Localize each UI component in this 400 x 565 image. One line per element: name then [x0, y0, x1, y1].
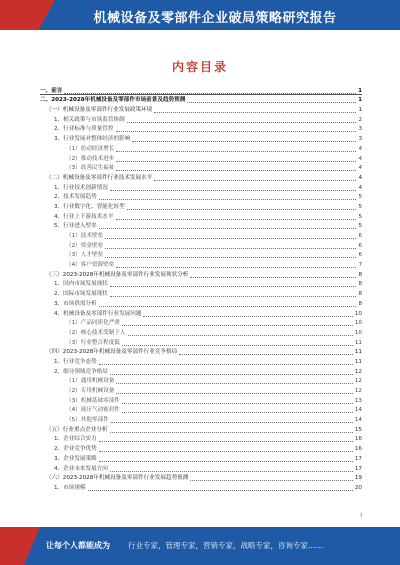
toc-entry[interactable]: [40, 115, 362, 125]
toc-entry[interactable]: [40, 202, 362, 212]
toc-entry-label: 1、行业技术创新情况: [54, 184, 108, 191]
toc-entry-label: （1）技术壁垒: [66, 233, 104, 239]
toc-leader-dots: [127, 209, 357, 210]
toc-entry[interactable]: [40, 386, 362, 396]
toc-entry[interactable]: [40, 309, 362, 319]
toc-entry[interactable]: [40, 231, 362, 241]
toc-leader-dots: [179, 354, 353, 355]
toc-entry[interactable]: [40, 377, 362, 387]
toc-leader-dots: [116, 131, 357, 132]
toc-entry[interactable]: [40, 425, 362, 435]
toc-entry[interactable]: [40, 134, 362, 144]
toc-leader-dots: [110, 432, 353, 433]
toc-entry[interactable]: [40, 319, 362, 329]
toc-entry-label: （3）改善民生福祉: [66, 165, 115, 172]
toc-leader-dots: [105, 257, 356, 258]
toc-entry-label: （2）专用机械设备: [66, 388, 115, 394]
toc-entry-page: 3: [358, 126, 362, 133]
toc-entry-page: 1: [358, 107, 362, 114]
toc-entry-page: 4: [358, 184, 362, 191]
toc-entry-page: 4: [358, 155, 362, 162]
toc-entry-label: 1、行业竞争态势: [54, 358, 97, 365]
toc-entry-page: 10: [354, 310, 362, 317]
toc-entry-label: 3、行业发展对整体经济的影响: [54, 136, 131, 143]
toc-entry-label: 1、企业综合实力: [54, 436, 97, 443]
toc-entry-page: 5: [358, 223, 362, 230]
toc-entry-page: 10: [354, 320, 362, 327]
toc-entry[interactable]: [40, 251, 362, 261]
toc-entry-page: 6: [358, 233, 362, 239]
toc-entry[interactable]: [40, 96, 362, 106]
toc-entry-label: （2）核心技术受制于人: [66, 329, 126, 336]
toc-entry[interactable]: [40, 415, 362, 425]
toc-heading: 内容目录: [171, 60, 228, 74]
toc-leader-dots: [116, 219, 357, 220]
toc-entry[interactable]: [40, 357, 362, 367]
toc-leader-dots: [99, 199, 357, 200]
toc-leader-dots: [116, 383, 353, 384]
toc-leader-dots: [116, 161, 356, 162]
toc-leader-dots: [105, 248, 356, 249]
toc-entry-page: 5: [358, 203, 362, 210]
toc-entry-label: （3）人才壁垒: [66, 252, 104, 259]
toc-entry-label: （1）产品同质化严重: [66, 320, 120, 327]
toc-entry[interactable]: [40, 86, 362, 96]
toc-entry[interactable]: [40, 270, 362, 280]
toc-entry-page: 8: [358, 300, 362, 307]
toc-entry[interactable]: [40, 474, 362, 484]
toc-entry[interactable]: [40, 105, 362, 115]
toc-entry-label: （4）液压气动密封件: [66, 407, 120, 414]
document-title: 机械设备及零部件企业破局策略研究报告: [93, 11, 337, 26]
toc-leader-dots: [154, 180, 356, 181]
toc-leader-dots: [99, 228, 357, 229]
toc-entry-label: 2、行业标准与质量管控: [54, 126, 114, 133]
toc-leader-dots: [128, 335, 353, 336]
toc-leader-dots: [99, 461, 353, 462]
toc-entry[interactable]: [40, 406, 362, 416]
toc-entry-page: 4: [358, 145, 362, 152]
toc-entry[interactable]: [40, 183, 362, 193]
toc-leader-dots: [127, 122, 357, 123]
toc-entry[interactable]: [40, 164, 362, 174]
toc-entry-page: 11: [354, 358, 362, 365]
toc-entry-page: 6: [358, 252, 362, 259]
toc-entry-page: 1: [358, 87, 362, 94]
toc-leader-dots: [88, 490, 353, 491]
toc-entry-page: 2: [358, 116, 362, 123]
toc-entry[interactable]: [40, 222, 362, 232]
toc-entry[interactable]: [40, 483, 362, 493]
toc-entry-page: 8: [358, 281, 362, 288]
table-of-contents: [40, 86, 362, 493]
toc-entry-label: 2、国际市场发展现状: [54, 291, 108, 298]
toc-leader-dots: [116, 151, 356, 152]
toc-entry-label: （二）机械设备及零部件行业技术发展水平: [46, 174, 153, 181]
toc-entry-label: 2、企业竞争优势: [54, 446, 97, 453]
toc-entry-page: 4: [358, 174, 362, 181]
toc-entry[interactable]: [40, 348, 362, 358]
toc-entry-page: 3: [358, 136, 362, 143]
toc-entry-page: 12: [354, 368, 362, 375]
toc-entry-page: 12: [354, 378, 362, 385]
toc-entry[interactable]: [40, 328, 362, 338]
toc-entry-label: （5）其他零部件: [66, 417, 109, 424]
toc-leader-dots: [187, 102, 356, 103]
toc-entry-label: 4、行业上下游技术水平: [54, 213, 114, 220]
toc-leader-dots: [110, 471, 353, 472]
toc-entry-label: （4）客户资源壁垒: [66, 262, 115, 269]
toc-entry-label: 2、技术发展趋势: [54, 194, 97, 201]
toc-leader-dots: [110, 286, 357, 287]
toc-entry-page: 20: [354, 484, 362, 491]
toc-entry[interactable]: [40, 241, 362, 251]
toc-entry-page: 8: [358, 271, 362, 278]
toc-entry-label: 5、行业进入壁垒: [54, 223, 97, 230]
toc-entry-label: （3）行业整合程度低: [66, 339, 120, 346]
toc-entry[interactable]: [40, 260, 362, 270]
toc-entry-label: 二、2023-2028年机械设备及零部件市场前景及趋势预测: [40, 97, 186, 104]
toc-entry[interactable]: [40, 338, 362, 348]
toc-entry-label: 3、市场供需分析: [54, 300, 97, 307]
toc-entry-page: 5: [358, 194, 362, 201]
toc-entry[interactable]: [40, 454, 362, 464]
toc-entry[interactable]: [40, 280, 362, 290]
toc-leader-dots: [116, 393, 353, 394]
toc-entry-page: 11: [354, 349, 362, 356]
toc-entry-label: （四）2023-2028年机械设备及零部件行业竞争格局: [46, 349, 178, 356]
toc-leader-dots: [122, 325, 353, 326]
toc-entry-page: 7: [358, 262, 362, 269]
document-footer: [0, 527, 400, 565]
toc-leader-dots: [190, 277, 356, 278]
toc-leader-dots: [122, 412, 353, 413]
toc-entry-label: 1、相关政策与市场监管体制: [54, 116, 125, 123]
toc-entry-label: （2）推动技术进步: [66, 155, 115, 162]
toc-entry-page: 19: [354, 475, 362, 482]
toc-entry-page: 17: [354, 465, 362, 472]
toc-entry[interactable]: [40, 193, 362, 203]
toc-entry[interactable]: [40, 444, 362, 454]
toc-entry-label: （三）2023-2028年机械设备及零部件行业发展现状分析: [46, 271, 189, 278]
toc-entry[interactable]: [40, 367, 362, 377]
toc-entry-label: （1）拉动经济增长: [66, 145, 115, 152]
toc-entry-page: 5: [358, 213, 362, 220]
toc-entry-label: 一、前言: [40, 87, 63, 94]
toc-leader-dots: [116, 267, 356, 268]
toc-leader-dots: [154, 112, 356, 113]
document-header: [0, 0, 400, 30]
footer-slogan-right: 行业专家，管理专家，营销专家，战略专家，咨询专家……: [128, 541, 323, 550]
toc-entry-label: （五）行业重点企业分析: [46, 426, 108, 433]
footer-accent-shape: [0, 527, 40, 565]
toc-entry-label: 4、企业未来发展方向: [54, 465, 108, 472]
toc-entry[interactable]: [40, 435, 362, 445]
toc-leader-dots: [122, 403, 353, 404]
toc-entry-label: 1、市场规模: [54, 484, 86, 491]
toc-leader-dots: [64, 93, 356, 94]
toc-entry-page: 12: [354, 388, 362, 394]
toc-entry-label: 1、国内市场发展现状: [54, 281, 108, 288]
toc-entry[interactable]: [40, 154, 362, 164]
toc-leader-dots: [143, 316, 352, 317]
toc-entry-page: 14: [354, 417, 362, 424]
toc-entry-page: 10: [354, 329, 362, 336]
toc-leader-dots: [110, 190, 357, 191]
toc-entry-page: 6: [358, 242, 362, 249]
toc-leader-dots: [99, 441, 353, 442]
toc-entry[interactable]: [40, 144, 362, 154]
toc-entry[interactable]: [40, 173, 362, 183]
toc-leader-dots: [122, 345, 353, 346]
toc-entry-page: 17: [354, 455, 362, 462]
toc-leader-dots: [99, 364, 353, 365]
toc-entry-label: 3、行业数字化、智能化转型: [54, 203, 125, 210]
toc-entry-page: 1: [358, 97, 362, 104]
toc-entry[interactable]: [40, 125, 362, 135]
toc-leader-dots: [110, 296, 357, 297]
toc-leader-dots: [116, 170, 356, 171]
toc-entry-page: 4: [358, 165, 362, 172]
toc-leader-dots: [105, 238, 356, 239]
toc-entry-page: 8: [358, 291, 362, 298]
toc-entry[interactable]: [40, 464, 362, 474]
toc-leader-dots: [99, 306, 357, 307]
toc-entry-label: 4、机械设备及零部件行业发展问题: [54, 310, 142, 317]
toc-entry-label: （六）2023-2028年机械设备及零部件行业发展趋势预测: [46, 475, 189, 482]
toc-entry[interactable]: [40, 299, 362, 309]
toc-entry-label: （一）机械设备及零部件行业发展政策环境: [46, 107, 153, 114]
footer-slogan-left: 让每个人都能成为: [46, 541, 110, 550]
toc-entry-label: （1）通用机械设备: [66, 378, 115, 385]
toc-leader-dots: [190, 480, 353, 481]
toc-leader-dots: [132, 141, 356, 142]
toc-leader-dots: [99, 451, 353, 452]
toc-entry-page: 14: [354, 407, 362, 414]
toc-entry-page: 15: [354, 426, 362, 433]
toc-entry-page: 16: [354, 436, 362, 443]
toc-entry-label: 2、细分领域竞争格局: [54, 368, 108, 375]
toc-leader-dots: [110, 374, 353, 375]
toc-entry-page: 11: [354, 339, 362, 346]
toc-entry-label: （3）机械基础零部件: [66, 397, 120, 404]
toc-entry-page: 13: [354, 397, 362, 404]
toc-entry[interactable]: [40, 396, 362, 406]
toc-entry[interactable]: [40, 289, 362, 299]
page-number: I: [360, 512, 362, 519]
toc-entry[interactable]: [40, 212, 362, 222]
toc-entry-label: （2）资金壁垒: [66, 242, 104, 249]
toc-leader-dots: [111, 422, 353, 423]
toc-entry-page: 16: [354, 446, 362, 453]
toc-entry-label: 3、企业发展策略: [54, 455, 97, 462]
